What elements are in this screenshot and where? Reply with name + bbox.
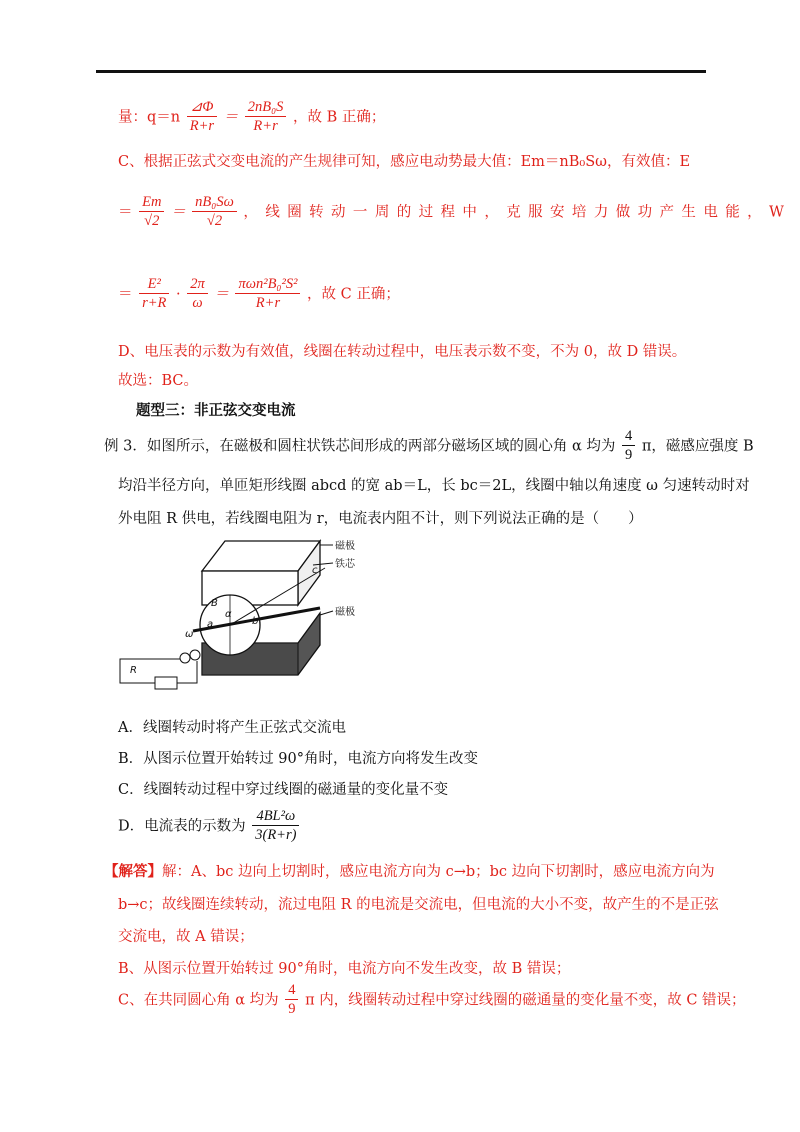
text: ＝	[118, 286, 133, 303]
numerator: 4	[285, 982, 298, 1000]
denominator: R+r	[253, 118, 278, 135]
example-line-3: 外电阻 R 供电，若线圈电阻为 r，电流表内阻不计，则下列说法正确的是（ ）	[118, 511, 643, 527]
example-line-1	[104, 428, 754, 465]
option-c: C．线圈转动过程中穿过线圈的磁通量的变化量不变	[118, 782, 449, 798]
numerator: nB₀Sω	[192, 194, 237, 212]
answer-tag: 【解答】	[104, 863, 162, 880]
option-b: B．从图示位置开始转过 90°角时，电流方向将发生改变	[118, 751, 478, 767]
corner-c-label: c	[312, 565, 318, 576]
corner-a-label: a	[207, 619, 214, 630]
pole-label-bottom: 磁极	[335, 607, 355, 618]
example-line-2: 均沿半径方向，单匝矩形线圈 abcd 的宽 ab＝L，长 bc＝2L，线圈中轴以角速度 ω 匀速转动时对	[118, 478, 750, 494]
text: 量：q＝n	[118, 109, 181, 126]
core-label: 铁芯	[335, 559, 355, 570]
answer-line-4: B、从图示位置开始转过 90°角时，电流方向不发生改变，故 B 错误；	[118, 961, 571, 977]
denominator: R+r	[189, 118, 215, 135]
numerator: ⊿Φ	[187, 99, 217, 117]
denominator: 9	[288, 1001, 296, 1018]
text: ＝	[118, 204, 133, 221]
fraction	[245, 99, 287, 136]
solution-d-line: D、电压表的示数为有效值，线圈在转动过程中，电压表示数不变，不为 0，故 D 错误。	[118, 344, 687, 360]
energy-formula-line: ＝ $\frac{\text{E²}}{r+R}$ · $\frac{2\pi}{\omega}$ ＝ $\frac{\text{πωn²B₀²S²}}{R+r}$ ，故 C 正确；	[118, 276, 400, 312]
corner-b-label: b	[252, 616, 259, 627]
text: 解：A、bc 边向上切割时，感应电流方向为 c→b；bc 边向下切割时，感应电流方向为	[162, 864, 715, 880]
text: π，磁感应强度 B	[641, 438, 754, 455]
figure-drawing	[115, 533, 365, 693]
denominator: 3(R+r)	[255, 827, 297, 844]
text: 例 3．如图所示，在磁极和圆柱状铁芯间形成的两部分磁场区域的圆心角 α 均为	[104, 438, 616, 455]
text: ·	[176, 286, 181, 303]
fraction	[235, 276, 300, 313]
numerator: πωn²B₀²S²	[235, 276, 300, 294]
charge-formula-line: 量：q＝n $\frac{⊿\Phi}{R+r}$ ＝ $\frac{\text{2nB₀S}}{R+r}$ ，故 B 正确；	[118, 99, 386, 135]
slip-ring	[190, 650, 200, 660]
fraction	[252, 808, 299, 845]
answer-line-5	[118, 982, 746, 1019]
denominator: √2	[144, 213, 160, 230]
solution-c-line: C、根据正弦式交变电流的产生规律可知，感应电动势最大值：Em＝nB₀Sω，有效值：E	[118, 154, 691, 170]
text: ，线圈转动一周的过程中，克服安培力做功产生电能，W	[243, 204, 792, 221]
fraction	[187, 99, 217, 136]
option-d	[118, 808, 301, 845]
answer-choice: 故选：BC。	[118, 373, 199, 389]
numerator: 2π	[187, 276, 208, 294]
field-label: B	[211, 598, 218, 609]
fraction	[285, 982, 298, 1019]
answer-line-1	[104, 860, 715, 881]
text: π 内，线圈转动过程中穿过线圈的磁通量的变化量不变，故 C 错误；	[305, 992, 746, 1009]
fraction	[187, 276, 208, 313]
fraction	[139, 194, 164, 231]
answer-line-2: b→c；故线圈连续转动，流过电阻 R 的电流是交流电，但电流的大小不变，故产生的不是正弦	[118, 897, 719, 913]
denominator: 9	[624, 447, 633, 464]
header-rule	[96, 70, 706, 73]
effective-value-line: ＝ $\frac{Em}{√2}$ ＝ $\frac{\text{nB₀Sω}}{√2}$ ，线圈转动一周的过程中，克服安培力做功产生电能，W	[118, 194, 792, 230]
resistor	[155, 677, 177, 689]
slip-ring	[180, 653, 190, 663]
denominator: r+R	[142, 295, 167, 312]
pole-label-top: 磁极	[335, 541, 355, 552]
numerator: E²	[139, 276, 169, 294]
resistor-label: R	[130, 665, 137, 676]
alpha-label: α	[225, 609, 232, 620]
fraction	[622, 428, 635, 465]
omega-label: ω	[185, 629, 194, 640]
magnet-coil-figure	[115, 533, 365, 693]
numerator: Em	[139, 194, 164, 212]
text: D．电流表的示数为	[118, 818, 246, 835]
leader-line	[320, 611, 333, 615]
numerator: 4BL²ω	[252, 808, 299, 826]
answer-line-3: 交流电，故 A 错误；	[118, 929, 254, 945]
denominator: R+r	[255, 295, 281, 312]
text: ，故 C 正确；	[307, 286, 400, 303]
numerator: 2nB₀S	[245, 99, 287, 117]
option-a: A．线圈转动时将产生正弦式交流电	[118, 720, 346, 736]
fraction	[192, 194, 237, 231]
denominator: ω	[192, 295, 203, 312]
fraction	[139, 276, 169, 313]
numerator: 4	[622, 428, 635, 446]
text: C、在共同圆心角 α 均为	[118, 992, 279, 1009]
section-heading: 题型三：非正弦交变电流	[136, 402, 296, 419]
denominator: √2	[206, 213, 223, 230]
circuit-wire	[177, 661, 197, 683]
text: ，故 B 正确；	[293, 109, 386, 126]
